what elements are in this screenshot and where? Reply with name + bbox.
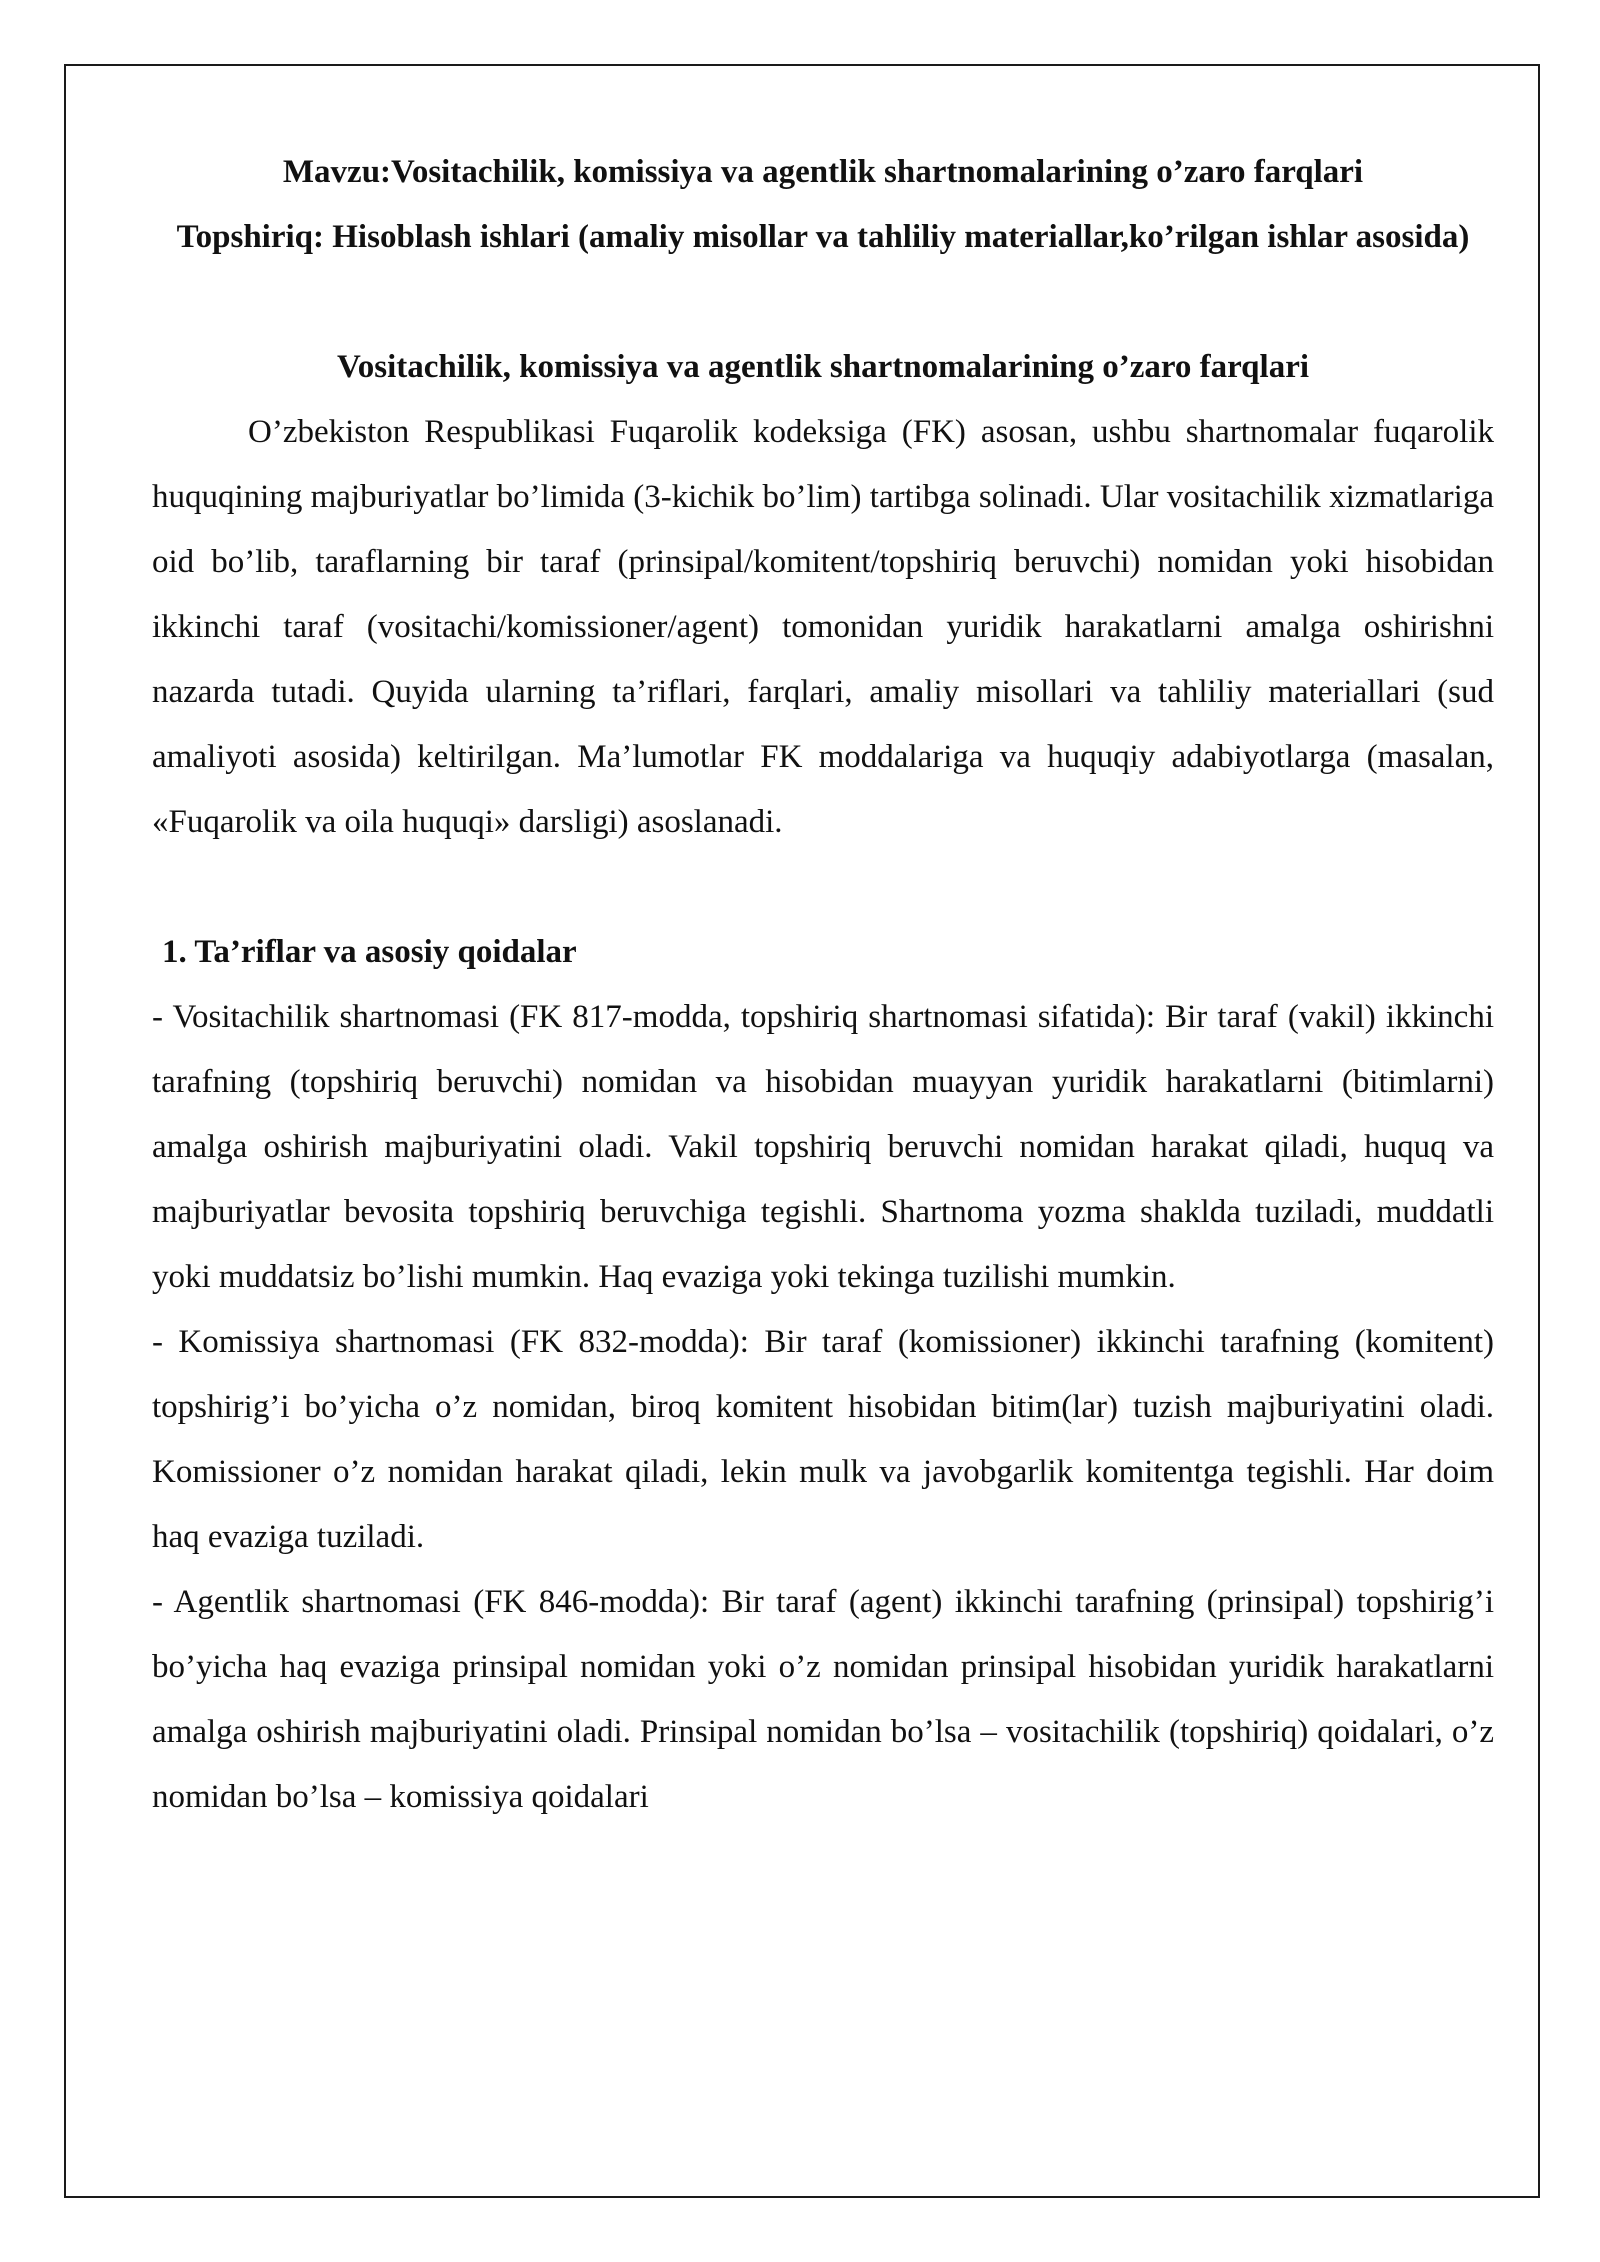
topic-line: Mavzu:Vositachilik, komissiya va agentlik shartnomalarining o’zaro farqlari [282,154,1364,190]
document-body [152,140,1494,1830]
definition-vositachilik: - Vositachilik shartnomasi (FK 817-modda, topshiriq shartnomasi sifatida): Bir taraf (vakil) ikkinchi tarafning (topshiriq beruvchi) nomidan va hisobidan muayyan yuridik harakatlarni (bitimlarni) amalga oshirish majburiyatini oladi. Vakil topshiriq beruvchi nomidan harakat qiladi, huquq va majburiyatlar bevosita topshiriq beruvchiga tegishli. Shartnoma yozma shaklda tuziladi, muddatli yoki muddatsiz bo’lishi mumkin. Haq evaziga yoki tekinga tuzilishi mumkin. [152,999,1494,1295]
task-line: Topshiriq: Hisoblash ishlari (amaliy misollar va tahliliy materiallar,ko’rilgan ishlar asosida) [176,219,1470,255]
main-title: Vositachilik, komissiya va agentlik shartnomalarining o’zaro farqlari [336,349,1310,385]
spacer [152,270,1494,335]
section-heading: 1. Ta’riflar va asosiy qoidalar [162,934,577,970]
intro-paragraph: O’zbekiston Respublikasi Fuqarolik kodeksiga (FK) asosan, ushbu shartnomalar fuqarolik huquqining majburiyatlar bo’limida (3-kichik bo’lim) tartibga solinadi. Ular vositachilik xizmatlariga oid bo’lib, taraflarning bir taraf (prinsipal/komitent/topshiriq beruvchi) nomidan yoki hisobidan ikkinchi taraf (vositachi/komissioner/agent) tomonidan yuridik harakatlarni amalga oshirishni nazarda tutadi. Quyida ularning ta’riflari, farqlari, amaliy misollari va tahliliy materiallari (sud amaliyoti asosida) keltirilgan. Ma’lumotlar FK moddalariga va huquqiy adabiyotlarga (masalan, «Fuqarolik va oila huquqi» darsligi) asoslanadi. [152,414,1494,840]
spacer [152,855,1494,920]
definition-komissiya: - Komissiya shartnomasi (FK 832-modda): Bir taraf (komissioner) ikkinchi tarafning (komitent) topshirig’i bo’yicha o’z nomidan, biroq komitent hisobidan bitim(lar) tuzish majburiyatini oladi. Komissioner o’z nomidan harakat qiladi, lekin mulk va javobgarlik komitentga tegishli. Har doim haq evaziga tuziladi. [152,1324,1494,1555]
definition-agentlik: - Agentlik shartnomasi (FK 846-modda): Bir taraf (agent) ikkinchi tarafning (prinsipal) topshirig’i bo’yicha haq evaziga prinsipal nomidan yoki o’z nomidan prinsipal hisobidan yuridik harakatlarni amalga oshirish majburiyatini oladi. Prinsipal nomidan bo’lsa – vositachilik (topshiriq) qoidalari, o’z nomidan bo’lsa – komissiya qoidalari [152,1584,1494,1815]
